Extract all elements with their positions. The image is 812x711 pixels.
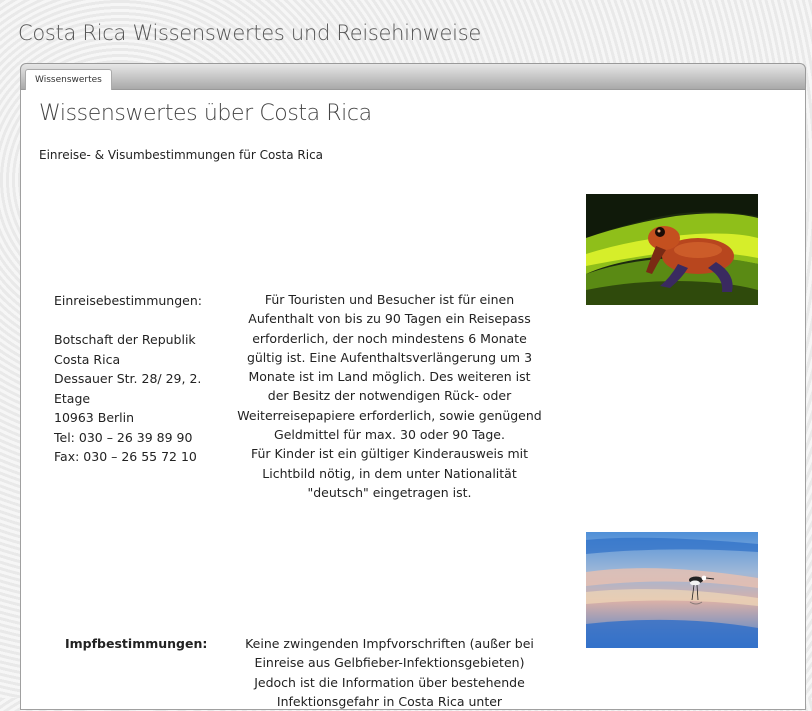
vaccination-text <box>237 634 542 711</box>
page-title: Wissenswertes über Costa Rica <box>39 101 372 126</box>
content-panel <box>20 90 806 710</box>
vaccination-text-1: Keine zwingenden Impfvorschriften (außer bei Einreise aus Gelbfieber-Infektionsgebieten) <box>245 636 534 671</box>
entry-text-children: Für Kinder ist ein gültiger Kinderausweis mit Lichtbild nötig, in dem unter Nationalität "deutsch" eingetragen ist. <box>250 446 529 500</box>
vaccination-heading-text: Impfbestimmungen: <box>65 636 208 651</box>
address-line: Botschaft der Republik <box>54 332 196 347</box>
vaccination-text-2: Jedoch ist die Information über bestehende Infektionsgefahr in Costa Rica unter <box>254 674 525 709</box>
entry-text <box>237 290 542 502</box>
address-line: 10963 Berlin <box>54 410 135 425</box>
address-line: Dessauer Str. 28/ 29, 2. <box>54 371 202 386</box>
tab-bar <box>20 63 806 90</box>
entry-heading: Einreisebestimmungen: <box>54 293 202 308</box>
vaccination-heading <box>65 634 220 654</box>
frog-photo <box>586 194 758 305</box>
entry-contact <box>54 291 209 467</box>
fax-number: Fax: 030 – 26 55 72 10 <box>54 449 197 464</box>
tab-wissenswertes[interactable]: Wissenswertes <box>25 69 112 91</box>
address-line: Etage <box>54 390 91 406</box>
site-title: Costa Rica Wissenswertes und Reisehinweise <box>18 21 481 45</box>
entry-text-main: Für Touristen und Besucher ist für einen Aufenthalt von bis zu 90 Tagen ein Reisepass erforderlich, der noch mindestens 6 Monate gültig ist. Eine Aufenthaltsverlängerung um 3 Monate ist im Land möglich. Des weiteren ist der Besitz der notwendigen Rück- oder Weiterreisepapiere erforderlich, sowie genügend Geldmittel für max. 30 oder 90 Tage. <box>237 292 542 443</box>
page-subtitle: Einreise- & Visumbestimmungen für Costa Rica <box>39 148 324 162</box>
beach-bird-photo <box>586 532 758 648</box>
address-line: Costa Rica <box>54 351 121 367</box>
phone-number: Tel: 030 – 26 39 89 90 <box>54 429 193 445</box>
